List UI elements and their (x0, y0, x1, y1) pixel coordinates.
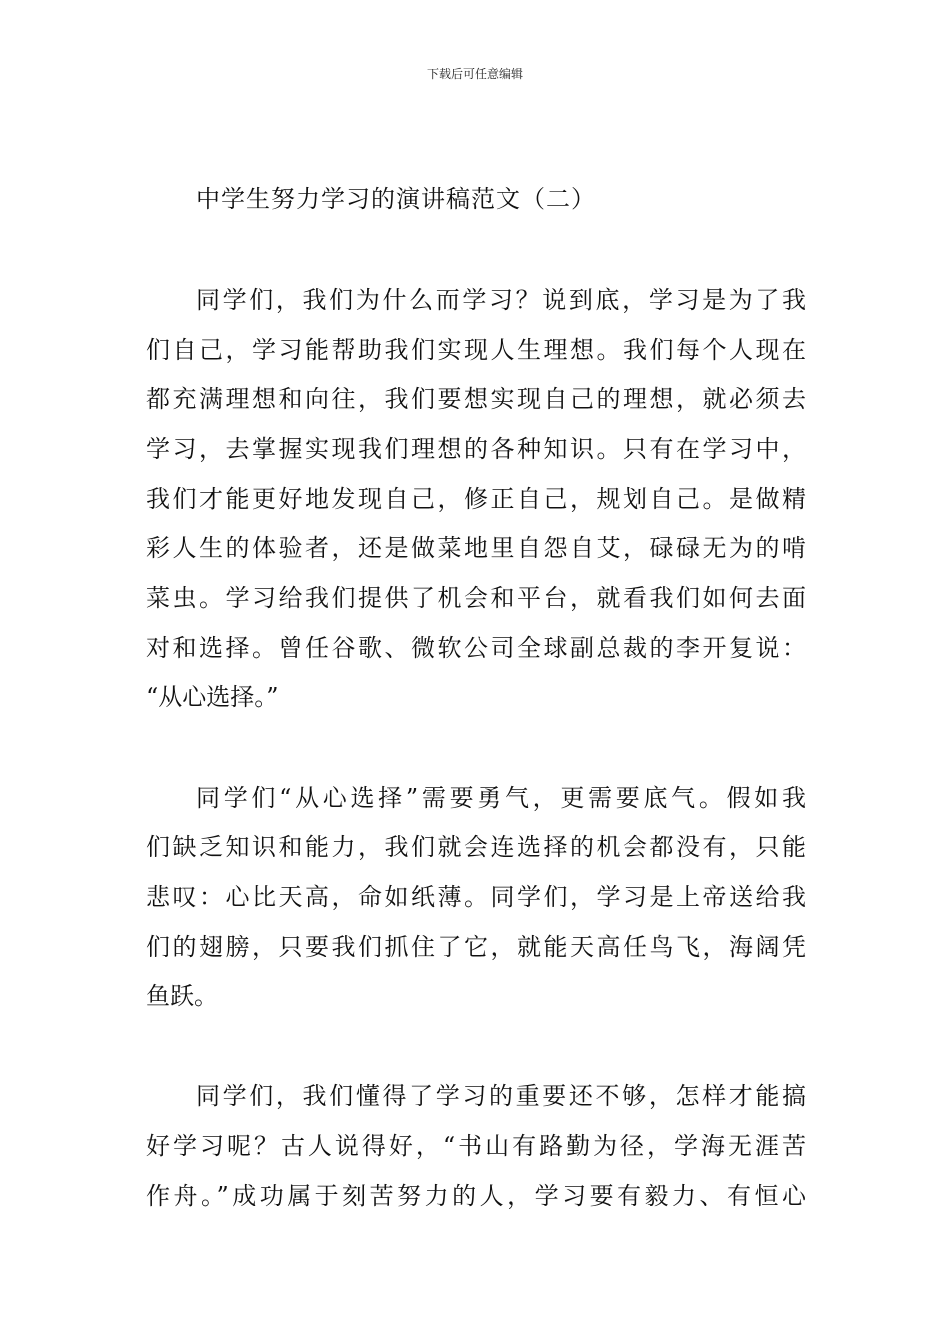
paragraph-1-line-3: 都充满理想和向往，我们要想实现自己的理想，就必须去 (146, 385, 806, 413)
paragraph-3-line-3: 作舟。”成功属于刻苦努力的人，学习要有毅力、有恒心 (146, 1182, 806, 1210)
paragraph-2-line-2: 们缺乏知识和能力，我们就会连选择的机会都没有，只能 (146, 833, 806, 861)
paragraph-1-line-7: 菜虫。学习给我们提供了机会和平台，就看我们如何去面 (146, 584, 806, 612)
paragraph-1-line-6: 彩人生的体验者，还是做菜地里自怨自艾，碌碌无为的啃 (146, 534, 806, 562)
paragraph-2-line-5: 鱼跃。 (146, 982, 218, 1010)
paragraph-2-line-3: 悲叹：心比天高，命如纸薄。同学们，学习是上帝送给我 (146, 883, 806, 911)
page-header-note: 下载后可任意编辑 (426, 67, 523, 81)
paragraph-1-line-1: 同学们，我们为什么而学习？说到底，学习是为了我 (196, 286, 806, 314)
paragraph-1-line-4: 学习，去掌握实现我们理想的各种知识。只有在学习中， (146, 435, 806, 463)
paragraph-1-line-9: “从心选择。” (146, 683, 279, 711)
paragraph-2-line-4: 们的翅膀，只要我们抓住了它，就能天高任鸟飞，海阔凭 (146, 933, 806, 961)
paragraph-3-line-2: 好学习呢？古人说得好，“书山有路勤为径，学海无涯苦 (146, 1132, 806, 1160)
paragraph-1-line-5: 我们才能更好地发现自己，修正自己，规划自己。是做精 (146, 485, 806, 513)
paragraph-3-line-1: 同学们，我们懂得了学习的重要还不够，怎样才能搞 (196, 1082, 806, 1110)
paragraph-1-line-2: 们自己，学习能帮助我们实现人生理想。我们每个人现在 (146, 336, 806, 364)
paragraph-1-line-8: 对和选择。曾任谷歌、微软公司全球副总裁的李开复说： (146, 634, 806, 662)
paragraph-2-line-1: 同学们“从心选择”需要勇气，更需要底气。假如我 (196, 784, 806, 812)
document-title: 中学生努力学习的演讲稿范文（二） (196, 185, 596, 213)
